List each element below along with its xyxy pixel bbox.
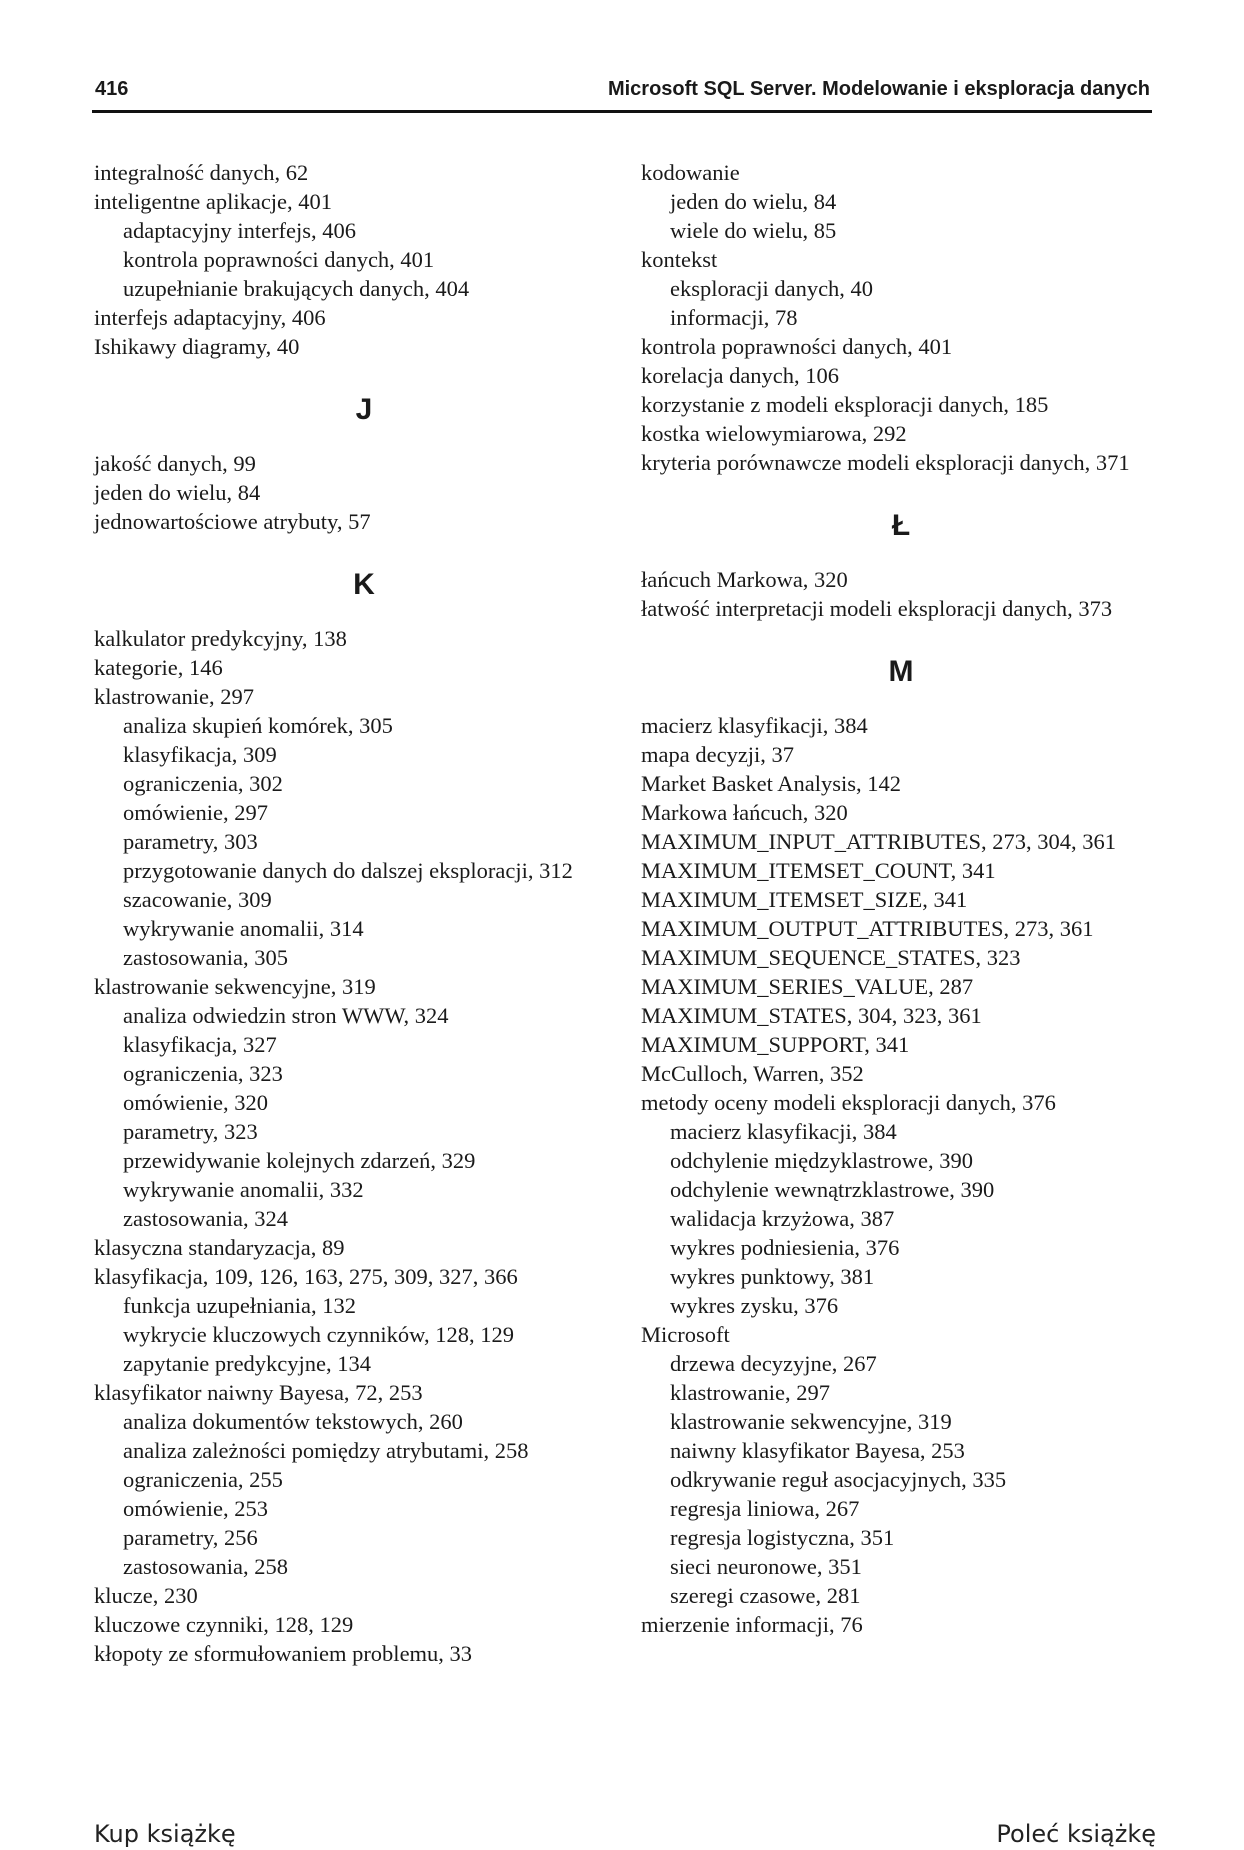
index-entry: kalkulator predykcyjny, 138 [94, 626, 347, 651]
index-entry: klastrowanie sekwencyjne, 319 [94, 974, 376, 999]
index-entry: interfejs adaptacyjny, 406 [94, 305, 326, 330]
index-subentry: odchylenie wewnątrzklastrowe, 390 [670, 1177, 995, 1202]
index-entry: kostka wielowymiarowa, 292 [641, 421, 907, 446]
index-entry: integralność danych, 62 [94, 160, 309, 185]
index-column-left [94, 158, 634, 1668]
index-subentry: szacowanie, 309 [123, 887, 272, 912]
index-entry: MAXIMUM_STATES, 304, 323, 361 [641, 1003, 982, 1028]
index-entry: Microsoft [641, 1322, 730, 1347]
index-subentry: regresja liniowa, 267 [670, 1496, 860, 1521]
index-subentry: parametry, 303 [123, 829, 258, 854]
index-subentry: sieci neuronowe, 351 [670, 1554, 862, 1579]
index-subentry: funkcja uzupełniania, 132 [123, 1293, 357, 1318]
index-subentry: adaptacyjny interfejs, 406 [123, 218, 357, 243]
index-entry: McCulloch, Warren, 352 [641, 1061, 864, 1086]
index-subentry: jeden do wielu, 84 [670, 189, 837, 214]
index-entry: korelacja danych, 106 [641, 363, 840, 388]
index-entry: MAXIMUM_SERIES_VALUE, 287 [641, 974, 974, 999]
section-letter-l: Ł [891, 509, 911, 542]
running-title: Microsoft SQL Server. Modelowanie i eksploracja danych [607, 78, 1150, 100]
index-subentry: analiza skupień komórek, 305 [123, 713, 393, 738]
index-subentry: klastrowanie sekwencyjne, 319 [670, 1409, 952, 1434]
index-subentry: wykrycie kluczowych czynników, 128, 129 [123, 1322, 514, 1347]
index-subentry: analiza dokumentów tekstowych, 260 [123, 1409, 463, 1434]
index-subentry: omówienie, 320 [123, 1090, 268, 1115]
index-subentry: zapytanie predykcyjne, 134 [123, 1351, 372, 1376]
index-block [641, 565, 1161, 623]
index-subentry: regresja logistyczna, 351 [670, 1525, 895, 1550]
index-subentry: zastosowania, 258 [123, 1554, 288, 1579]
index-entry: metody oceny modeli eksploracji danych, 376 [641, 1090, 1056, 1115]
index-block [641, 711, 1161, 1639]
index-entry: MAXIMUM_ITEMSET_COUNT, 341 [641, 858, 996, 883]
section-letter-j: J [355, 393, 373, 426]
index-subentry: ograniczenia, 302 [123, 771, 283, 796]
index-entry: Ishikawy diagramy, 40 [94, 334, 300, 359]
index-subentry: klasyfikacja, 309 [123, 742, 277, 767]
index-entry: łatwość interpretacji modeli eksploracji danych, 373 [641, 596, 1113, 621]
index-subentry: omówienie, 297 [123, 800, 268, 825]
index-entry: MAXIMUM_SEQUENCE_STATES, 323 [641, 945, 1021, 970]
index-subentry: naiwny klasyfikator Bayesa, 253 [670, 1438, 965, 1463]
index-entry: kontrola poprawności danych, 401 [641, 334, 953, 359]
index-entry: klasyfikator naiwny Bayesa, 72, 253 [94, 1380, 423, 1405]
index-entry: kategorie, 146 [94, 655, 223, 680]
index-subentry: przewidywanie kolejnych zdarzeń, 329 [123, 1148, 476, 1173]
index-subentry: parametry, 256 [123, 1525, 258, 1550]
index-subentry: kontrola poprawności danych, 401 [123, 247, 435, 272]
index-subentry: informacji, 78 [670, 305, 798, 330]
index-subentry: klasyfikacja, 327 [123, 1032, 277, 1057]
index-entry: kłopoty ze sformułowaniem problemu, 33 [94, 1641, 473, 1666]
index-entry: MAXIMUM_SUPPORT, 341 [641, 1032, 910, 1057]
index-subentry: odkrywanie reguł asocjacyjnych, 335 [670, 1467, 1007, 1492]
index-subentry: analiza odwiedzin stron WWW, 324 [123, 1003, 449, 1028]
index-subentry: przygotowanie danych do dalszej eksploracji, 312 [123, 858, 573, 883]
index-subentry: wykres punktowy, 381 [670, 1264, 875, 1289]
index-entry: mapa decyzji, 37 [641, 742, 795, 767]
index-subentry: zastosowania, 324 [123, 1206, 288, 1231]
recommend-book-link[interactable]: Poleć książkę [996, 1820, 1156, 1848]
index-entry: korzystanie z modeli eksploracji danych, 185 [641, 392, 1049, 417]
index-subentry: szeregi czasowe, 281 [670, 1583, 861, 1608]
index-entry: jeden do wielu, 84 [94, 480, 261, 505]
index-subentry: eksploracji danych, 40 [670, 276, 874, 301]
index-block [641, 158, 1161, 477]
index-subentry: analiza zależności pomiędzy atrybutami, 258 [123, 1438, 529, 1463]
index-block [94, 449, 634, 536]
index-entry: jakość danych, 99 [94, 451, 256, 476]
index-subentry: ograniczenia, 323 [123, 1061, 283, 1086]
index-subentry: drzewa decyzyjne, 267 [670, 1351, 877, 1376]
index-subentry: odchylenie międzyklastrowe, 390 [670, 1148, 974, 1173]
index-column-right [641, 158, 1161, 1639]
index-entry: Markowa łańcuch, 320 [641, 800, 848, 825]
index-subentry: walidacja krzyżowa, 387 [670, 1206, 895, 1231]
buy-book-link[interactable]: Kup książkę [94, 1820, 236, 1848]
index-entry: inteligentne aplikacje, 401 [94, 189, 333, 214]
index-entry: macierz klasyfikacji, 384 [641, 713, 868, 738]
index-subentry: wykres podniesienia, 376 [670, 1235, 900, 1260]
index-subentry: wykrywanie anomalii, 314 [123, 916, 364, 941]
index-entry: kontekst [641, 247, 718, 272]
index-subentry: ograniczenia, 255 [123, 1467, 283, 1492]
index-entry: klucze, 230 [94, 1583, 198, 1608]
index-subentry: omówienie, 253 [123, 1496, 268, 1521]
index-subentry: wykres zysku, 376 [670, 1293, 839, 1318]
index-entry: klastrowanie, 297 [94, 684, 254, 709]
index-subentry: uzupełnianie brakujących danych, 404 [123, 276, 470, 301]
index-entry: mierzenie informacji, 76 [641, 1612, 863, 1637]
section-letter-m: M [888, 655, 914, 688]
index-subentry: zastosowania, 305 [123, 945, 288, 970]
index-block [94, 624, 634, 1668]
index-block [94, 158, 634, 361]
index-entry: łańcuch Markowa, 320 [641, 567, 848, 592]
index-entry: kluczowe czynniki, 128, 129 [94, 1612, 354, 1637]
index-subentry: klastrowanie, 297 [670, 1380, 830, 1405]
index-entry: Market Basket Analysis, 142 [641, 771, 901, 796]
index-subentry: parametry, 323 [123, 1119, 258, 1144]
index-entry: jednowartościowe atrybuty, 57 [94, 509, 371, 534]
section-letter-k: K [353, 568, 375, 601]
index-entry: MAXIMUM_ITEMSET_SIZE, 341 [641, 887, 968, 912]
index-entry: klasyfikacja, 109, 126, 163, 275, 309, 327, 366 [94, 1264, 518, 1289]
index-subentry: wykrywanie anomalii, 332 [123, 1177, 364, 1202]
index-subentry: wiele do wielu, 85 [670, 218, 837, 243]
index-entry: MAXIMUM_INPUT_ATTRIBUTES, 273, 304, 361 [641, 829, 1117, 854]
running-header [92, 74, 1152, 113]
index-entry: klasyczna standaryzacja, 89 [94, 1235, 345, 1260]
index-subentry: macierz klasyfikacji, 384 [670, 1119, 897, 1144]
index-entry: kodowanie [641, 160, 740, 185]
page-number: 416 [95, 78, 129, 100]
index-entry: kryteria porównawcze modeli eksploracji danych, 371 [641, 450, 1130, 475]
index-entry: MAXIMUM_OUTPUT_ATTRIBUTES, 273, 361 [641, 916, 1094, 941]
